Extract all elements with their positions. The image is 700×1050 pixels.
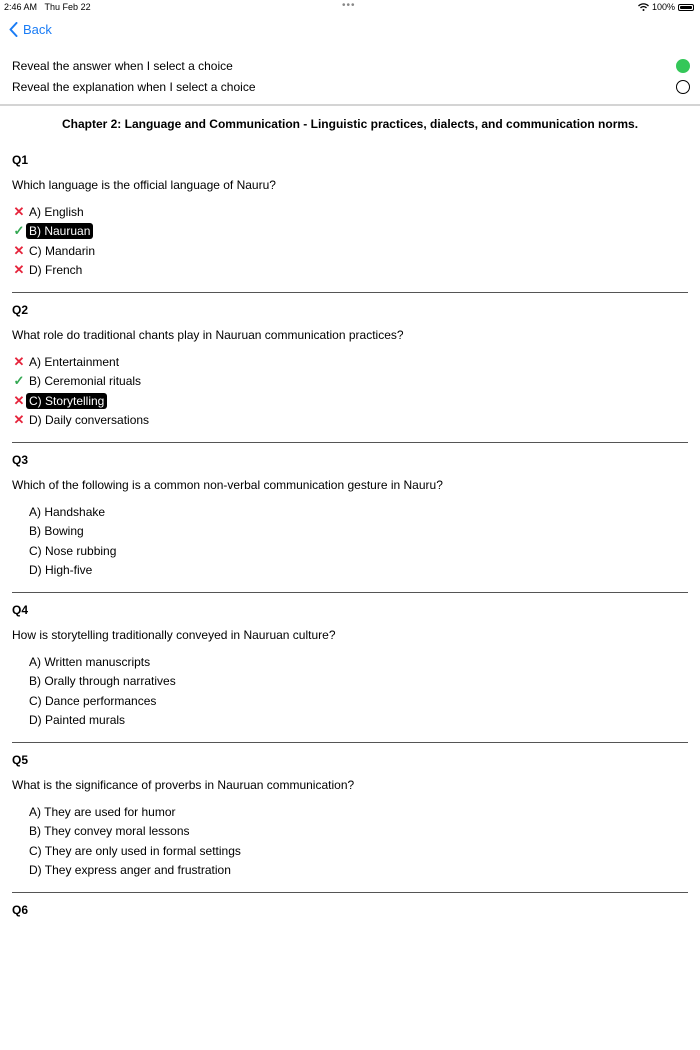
incorrect-x-icon: ✕ — [13, 203, 25, 219]
question-divider — [12, 742, 688, 743]
correct-check-icon: ✓ — [13, 373, 25, 389]
option-label[interactable]: C) Nose rubbing — [29, 543, 117, 558]
question-divider — [12, 292, 688, 293]
answer-option[interactable] — [12, 861, 688, 881]
option-label[interactable]: A) Written manuscripts — [29, 654, 151, 669]
answer-option[interactable] — [12, 652, 688, 672]
answer-option[interactable] — [12, 261, 688, 281]
option-label[interactable]: D) Daily conversations — [29, 413, 150, 428]
answer-option[interactable] — [12, 352, 688, 372]
answer-option[interactable] — [12, 241, 688, 261]
question-divider — [12, 892, 688, 893]
answer-option[interactable] — [12, 822, 688, 842]
question-block — [12, 150, 688, 300]
question-number: Q4 — [12, 603, 29, 617]
option-label[interactable]: B) Nauruan — [26, 223, 93, 239]
reveal-explanation-toggle[interactable] — [676, 80, 690, 94]
option-label[interactable]: D) Painted murals — [29, 713, 126, 728]
chevron-left-icon — [9, 22, 18, 37]
incorrect-x-icon: ✕ — [13, 262, 25, 278]
answer-option[interactable] — [12, 372, 688, 392]
question-divider — [12, 442, 688, 443]
question-number: Q5 — [12, 753, 29, 767]
option-label[interactable]: A) English — [29, 204, 84, 219]
battery-icon — [678, 4, 694, 11]
question-text: What is the significance of proverbs in Nauruan communication? — [12, 778, 355, 792]
answer-option[interactable] — [12, 522, 688, 542]
reveal-explanation-label: Reveal the explanation when I select a choice — [12, 80, 256, 94]
question-number: Q2 — [12, 303, 29, 317]
option-label[interactable]: D) French — [29, 263, 83, 278]
answer-option[interactable] — [12, 711, 688, 731]
answer-option[interactable] — [12, 222, 688, 242]
incorrect-x-icon: ✕ — [13, 242, 25, 258]
option-label[interactable]: C) Dance performances — [29, 693, 157, 708]
answer-option[interactable] — [12, 391, 688, 411]
answer-option[interactable] — [12, 411, 688, 431]
option-label[interactable]: C) Storytelling — [26, 393, 107, 409]
battery-percent: 100% — [651, 2, 675, 12]
question-divider — [12, 592, 688, 593]
reveal-answer-setting[interactable] — [12, 56, 690, 76]
question-block — [12, 750, 688, 900]
option-label[interactable]: B) Ceremonial rituals — [29, 374, 142, 389]
status-bar — [0, 0, 700, 14]
chapter-title: Chapter 2: Language and Communication - Linguistic practices, dialects, and communication norms. — [61, 117, 639, 131]
incorrect-x-icon: ✕ — [13, 353, 25, 369]
option-label[interactable]: D) They express anger and frustration — [29, 863, 231, 878]
option-label[interactable]: B) Orally through narratives — [29, 674, 176, 689]
option-label[interactable]: C) Mandarin — [29, 243, 96, 258]
back-label: Back — [23, 22, 52, 37]
correct-check-icon: ✓ — [13, 223, 25, 239]
wifi-icon — [638, 3, 649, 11]
answer-option[interactable] — [12, 541, 688, 561]
question-block — [12, 600, 688, 750]
option-label[interactable]: A) They are used for humor — [29, 804, 176, 819]
answer-option[interactable] — [12, 672, 688, 692]
question-number: Q3 — [12, 453, 29, 467]
question-block — [12, 900, 688, 1050]
option-label[interactable]: D) High-five — [29, 563, 93, 578]
incorrect-x-icon: ✕ — [13, 392, 25, 408]
multitasking-dots-icon[interactable]: ••• — [342, 0, 356, 11]
status-time: 2:46 AM Thu Feb 22 — [4, 2, 91, 12]
reveal-answer-toggle[interactable] — [676, 59, 690, 73]
incorrect-x-icon: ✕ — [13, 412, 25, 428]
question-number: Q6 — [12, 903, 29, 917]
answer-option[interactable] — [12, 802, 688, 822]
answer-option[interactable] — [12, 561, 688, 581]
question-text: What role do traditional chants play in Nauruan communication practices? — [12, 328, 404, 342]
answer-option[interactable] — [12, 202, 688, 222]
question-block — [12, 450, 688, 600]
option-label[interactable]: A) Entertainment — [29, 354, 120, 369]
option-label[interactable]: A) Handshake — [29, 504, 106, 519]
header-divider — [0, 104, 700, 106]
question-block — [12, 300, 688, 450]
back-button[interactable] — [9, 22, 52, 37]
question-number: Q1 — [12, 153, 29, 167]
option-label[interactable]: C) They are only used in formal settings — [29, 843, 241, 858]
question-text: How is storytelling traditionally conveyed in Nauruan culture? — [12, 628, 336, 642]
answer-option[interactable] — [12, 691, 688, 711]
question-text: Which of the following is a common non-verbal communication gesture in Nauru? — [12, 478, 443, 492]
reveal-explanation-setting[interactable] — [12, 77, 690, 97]
reveal-answer-label: Reveal the answer when I select a choice — [12, 59, 233, 73]
answer-option[interactable] — [12, 841, 688, 861]
option-label[interactable]: B) They convey moral lessons — [29, 824, 190, 839]
question-text: Which language is the official language of Nauru? — [12, 178, 276, 192]
option-label[interactable]: B) Bowing — [29, 524, 84, 539]
answer-option[interactable] — [12, 502, 688, 522]
question-list — [12, 150, 688, 1050]
